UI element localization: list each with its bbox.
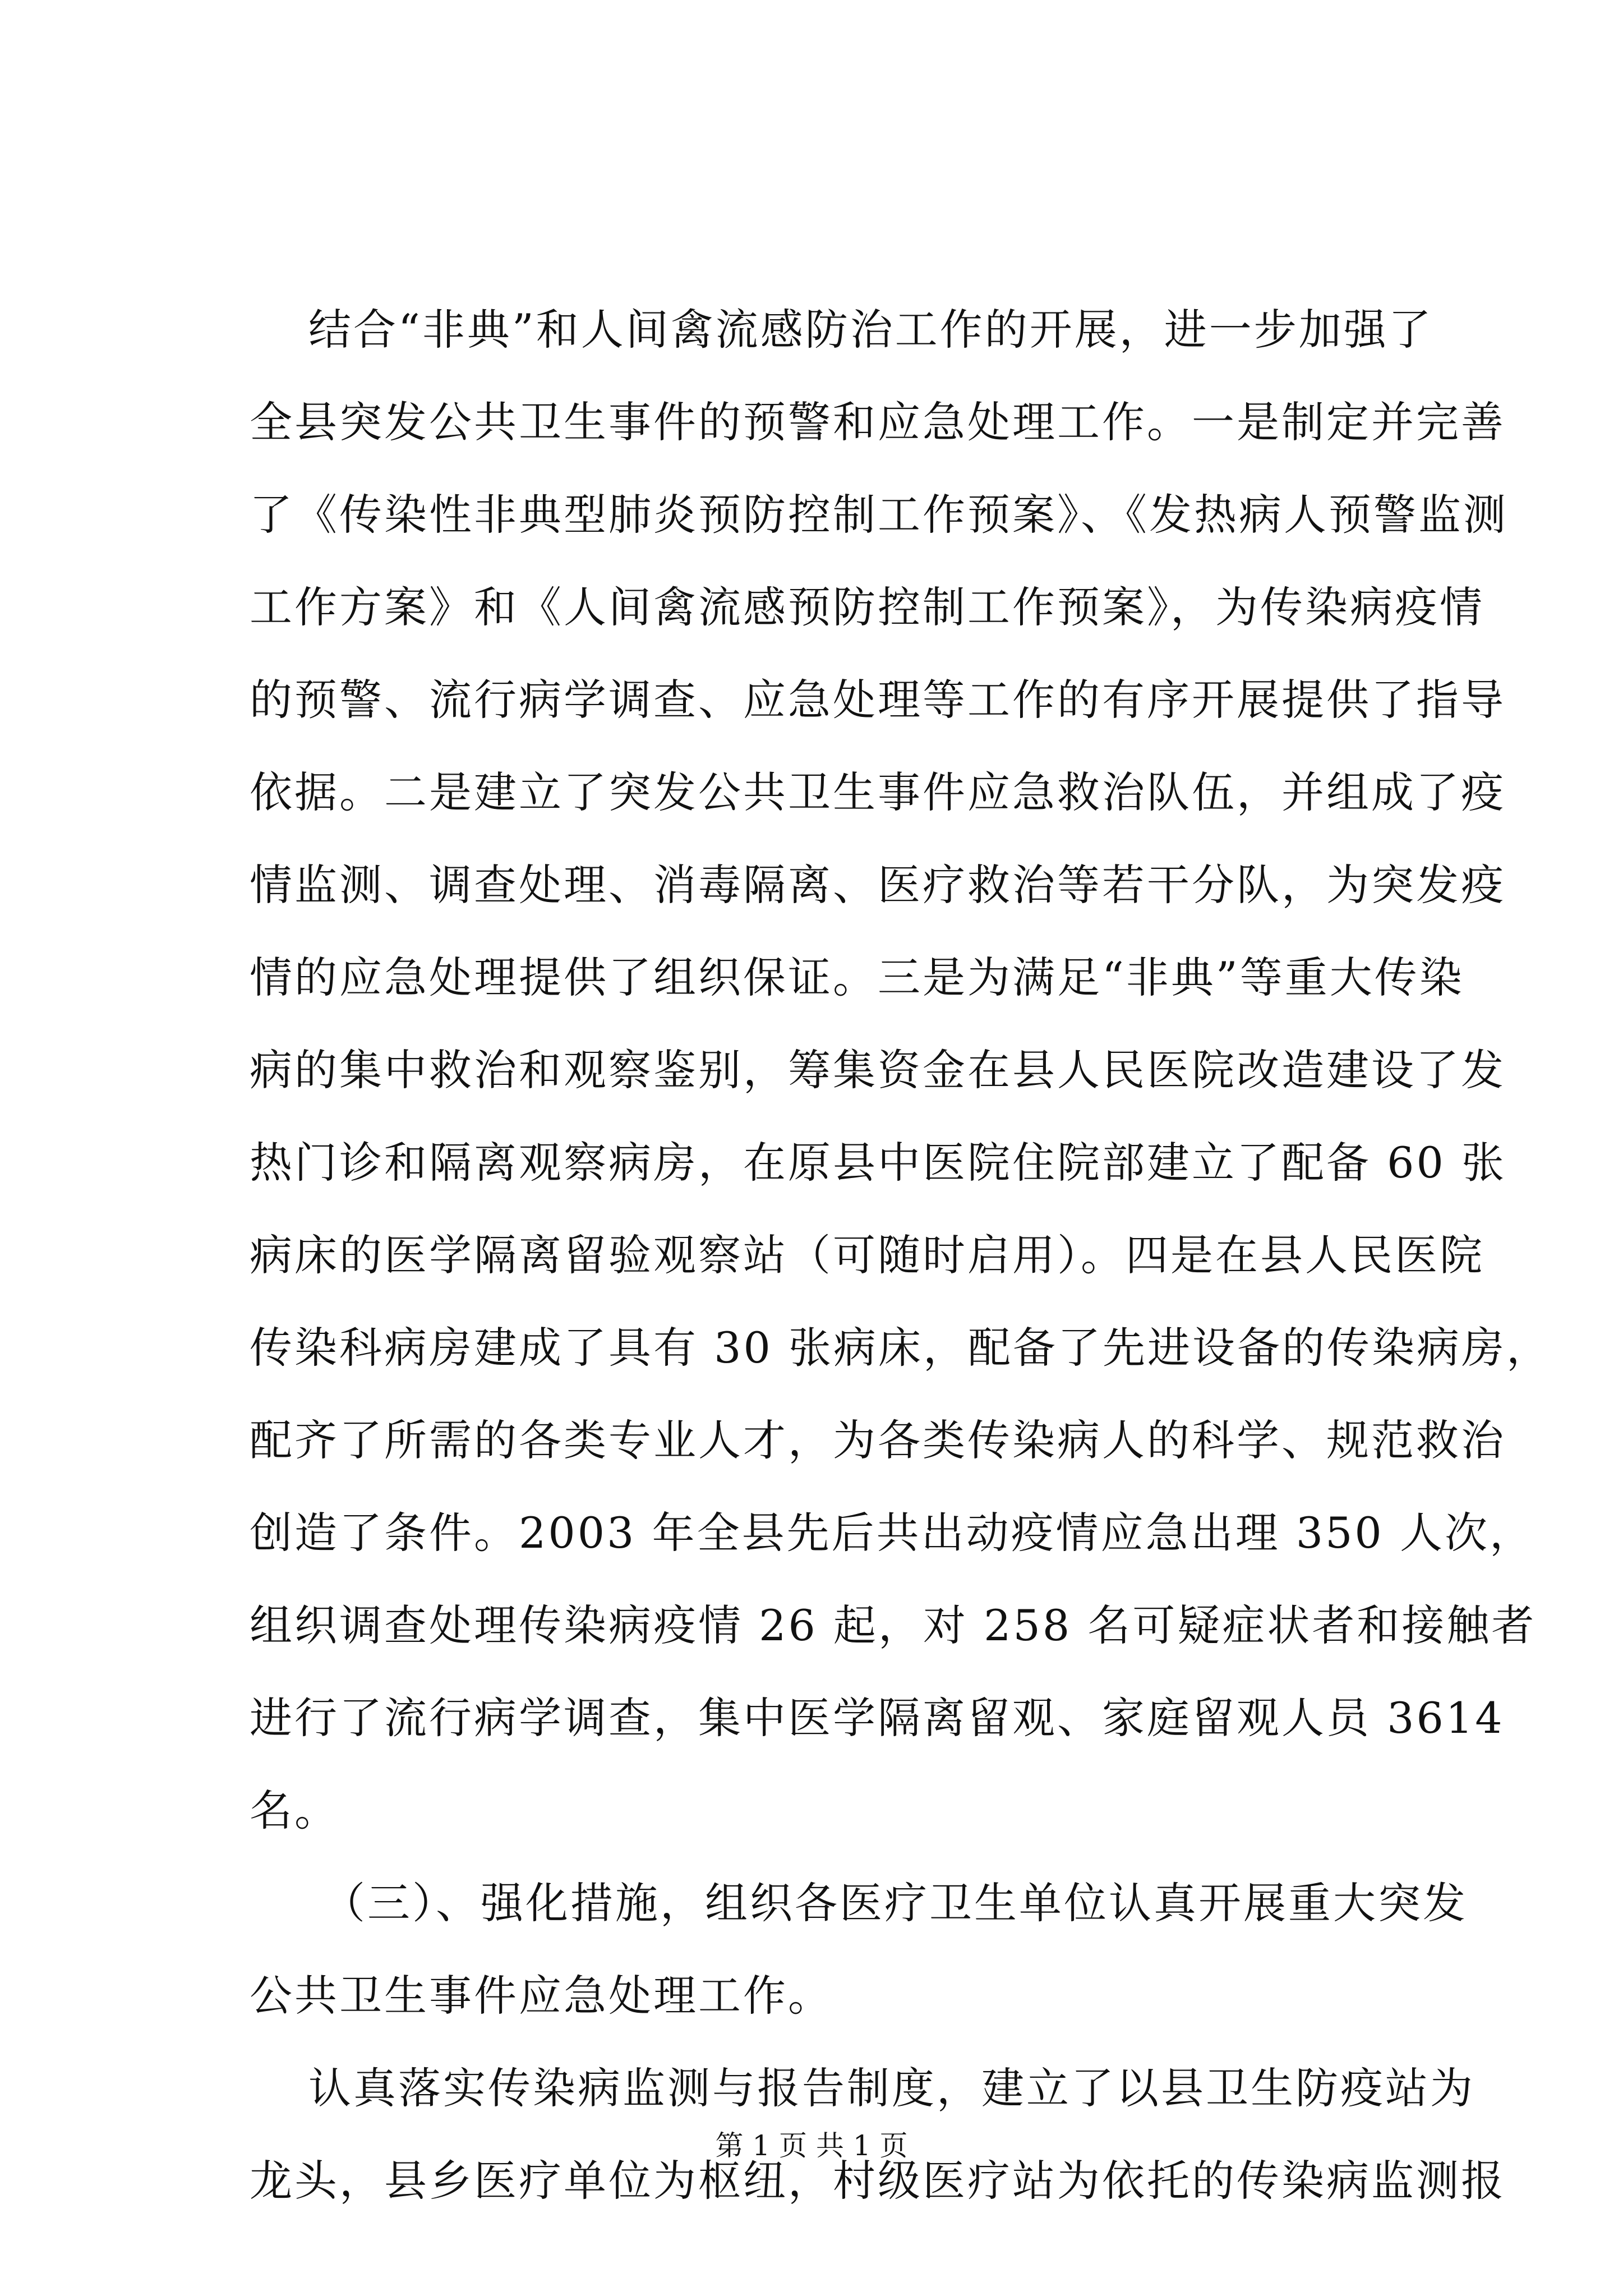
text-line: 的预警、流行病学调查、应急处理等工作的有序开展提供了指导: [250, 675, 1506, 725]
text-line: 组织调查处理传染病疫情 26 起，对 258 名可疑症状者和接触者: [250, 1600, 1537, 1650]
text-line: 工作方案》和《人间禽流感预防控制工作预案》，为传染病疫情: [250, 582, 1484, 632]
text-line: 龙头，县乡医疗单位为枢纽，村级医疗站为依托的传染病监测报: [250, 2156, 1506, 2206]
section-heading-line: 公共卫生事件应急处理工作。: [250, 1971, 833, 2021]
section-heading-line: （三）、强化措施，组织各医疗卫生单位认真开展重大突发: [322, 1878, 1468, 1928]
page-footer: [0, 2126, 1623, 2165]
page-number: 第 1 页 共 1 页: [715, 2129, 908, 2162]
text-line: 了《传染性非典型肺炎预防控制工作预案》、《发热病人预警监测: [250, 490, 1508, 540]
text-line: 结合“非典”和人间禽流感防治工作的开展，进一步加强了: [308, 305, 1433, 355]
text-line: 情监测、调查处理、消毒隔离、医疗救治等若干分队，为突发疫: [250, 860, 1506, 910]
text-line: 传染科病房建成了具有 30 张病床，配备了先进设备的传染病房，: [250, 1323, 1552, 1373]
text-line: 配齐了所需的各类专业人才，为各类传染病人的科学、规范救治: [250, 1415, 1506, 1465]
text-line: 全县突发公共卫生事件的预警和应急处理工作。一是制定并完善: [250, 397, 1506, 447]
text-line: 创造了条件。2003 年全县先后共出动疫情应急出理 350 人次，: [250, 1508, 1534, 1558]
text-line: 热门诊和隔离观察病房，在原县中医院住院部建立了配备 60 张: [250, 1138, 1507, 1188]
text-line: 病的集中救治和观察鉴别，筹集资金在县人民医院改造建设了发: [250, 1045, 1506, 1095]
text-line: 名。: [250, 1786, 339, 1835]
text-line: 病床的医学隔离留验观察站（可随时启用）。四是在县人民医院: [250, 1230, 1484, 1280]
text-line: 认真落实传染病监测与报告制度，建立了以县卫生防疫站为: [308, 2063, 1475, 2113]
document-body: [250, 283, 1552, 2227]
text-line: 情的应急处理提供了组织保证。三是为满足“非典”等重大传染: [250, 953, 1464, 1002]
text-line: 依据。二是建立了突发公共卫生事件应急救治队伍，并组成了疫: [250, 767, 1506, 817]
text-line: 进行了流行病学调查，集中医学隔离留观、家庭留观人员 3614: [250, 1693, 1505, 1743]
